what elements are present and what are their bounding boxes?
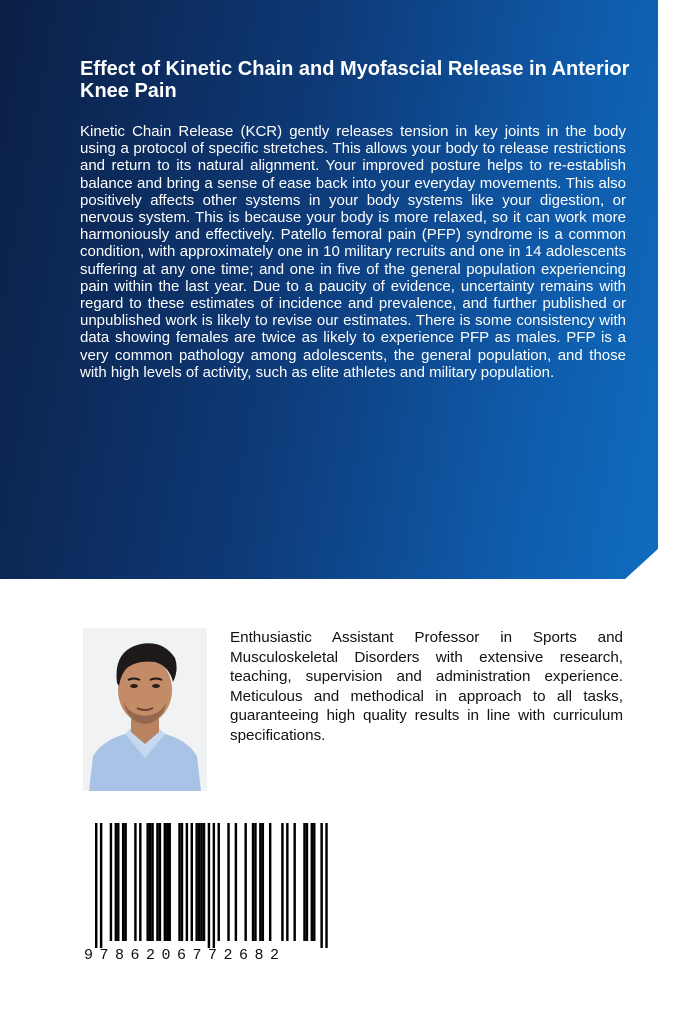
- barcode-bar: [281, 823, 283, 941]
- barcode-bar: [110, 823, 112, 941]
- author-photo: [83, 628, 207, 791]
- barcode-bar: [169, 823, 171, 941]
- barcode-bar: [122, 823, 124, 941]
- barcode-bar: [164, 823, 166, 941]
- barcode-bar: [203, 823, 205, 941]
- barcode-bar: [181, 823, 183, 941]
- barcode-bar: [303, 823, 305, 941]
- barcode-bar: [151, 823, 153, 941]
- barcode-bar: [200, 823, 202, 941]
- barcode-bar: [269, 823, 271, 941]
- barcode-bar: [198, 823, 200, 941]
- barcode-bar: [213, 823, 215, 948]
- barcode-bar: [166, 823, 168, 941]
- barcode-bar: [139, 823, 141, 941]
- barcode-bars: [84, 823, 334, 948]
- author-portrait-image: [83, 628, 207, 791]
- barcode-bar: [311, 823, 313, 941]
- barcode-bar: [325, 823, 327, 948]
- right-margin: [658, 0, 680, 1020]
- barcode-bar: [149, 823, 151, 941]
- barcode-bar: [134, 823, 136, 941]
- barcode-bar: [254, 823, 256, 941]
- author-bio: Enthusiastic Assistant Professor in Sports and Musculoskeletal Disorders with extensive research, teaching, supervision and administration experience. Meticulous and methodical in approach to all tasks, guaranteeing high quality results in line with curriculum specifications.: [230, 629, 623, 744]
- barcode-bar: [244, 823, 246, 941]
- barcode-bar: [115, 823, 117, 941]
- barcode-bar: [178, 823, 180, 941]
- barcode-bar: [195, 823, 197, 941]
- barcode-bar: [320, 823, 322, 948]
- barcode-bar: [124, 823, 126, 941]
- barcode-bar: [262, 823, 264, 941]
- book-blurb: Kinetic Chain Release (KCR) gently releases tension in key joints in the body using a protocol of specific stretches. This allows your body to release restrictions and return to its natural alignment. Your improved posture helps to re-establish balance and bring a sense of ease back into your everyday movements. This also positively affects other systems in your body systems like your digestion, or nervous system. This is because your body is more relaxed, so it can work more harmoniously and effectively. Patello femoral pain (PFP) syndrome is a common condition, with approximately one in 10 military recruits and one in 14 adolescents suffering at any one time; and one in five of the general population experiencing pain within the last year. Due to a paucity of evidence, uncertainty remains with regard to these estimates of incidence and prevalence, and further published or unpublished work is likely to revise our estimates. There is some consistency with data showing females are twice as likely to experience PFP as males. PFP is a very common pathology among adolescents, the general population, and those with high levels of activity, such as elite athletes and military population.: [80, 123, 626, 381]
- barcode-bar: [159, 823, 161, 941]
- barcode-bar: [218, 823, 220, 941]
- barcode-bar: [186, 823, 188, 941]
- barcode-bar: [227, 823, 229, 941]
- barcode-bar: [259, 823, 261, 941]
- isbn-barcode: [84, 823, 334, 965]
- barcode-bar: [313, 823, 315, 941]
- barcode-bar: [100, 823, 102, 948]
- barcode-bar: [252, 823, 254, 941]
- barcode-bar: [156, 823, 158, 941]
- barcode-bar: [117, 823, 119, 941]
- book-title: Effect of Kinetic Chain and Myofascial Release in Anterior Knee Pain: [80, 58, 630, 102]
- barcode-bar: [95, 823, 97, 948]
- barcode-bar: [208, 823, 210, 948]
- barcode-bar: [293, 823, 295, 941]
- barcode-bar: [306, 823, 308, 941]
- barcode-bar: [286, 823, 288, 941]
- barcode-bar: [146, 823, 148, 941]
- barcode-bar: [235, 823, 237, 941]
- isbn-digits: 9786206772682: [84, 947, 286, 964]
- barcode-bar: [191, 823, 193, 941]
